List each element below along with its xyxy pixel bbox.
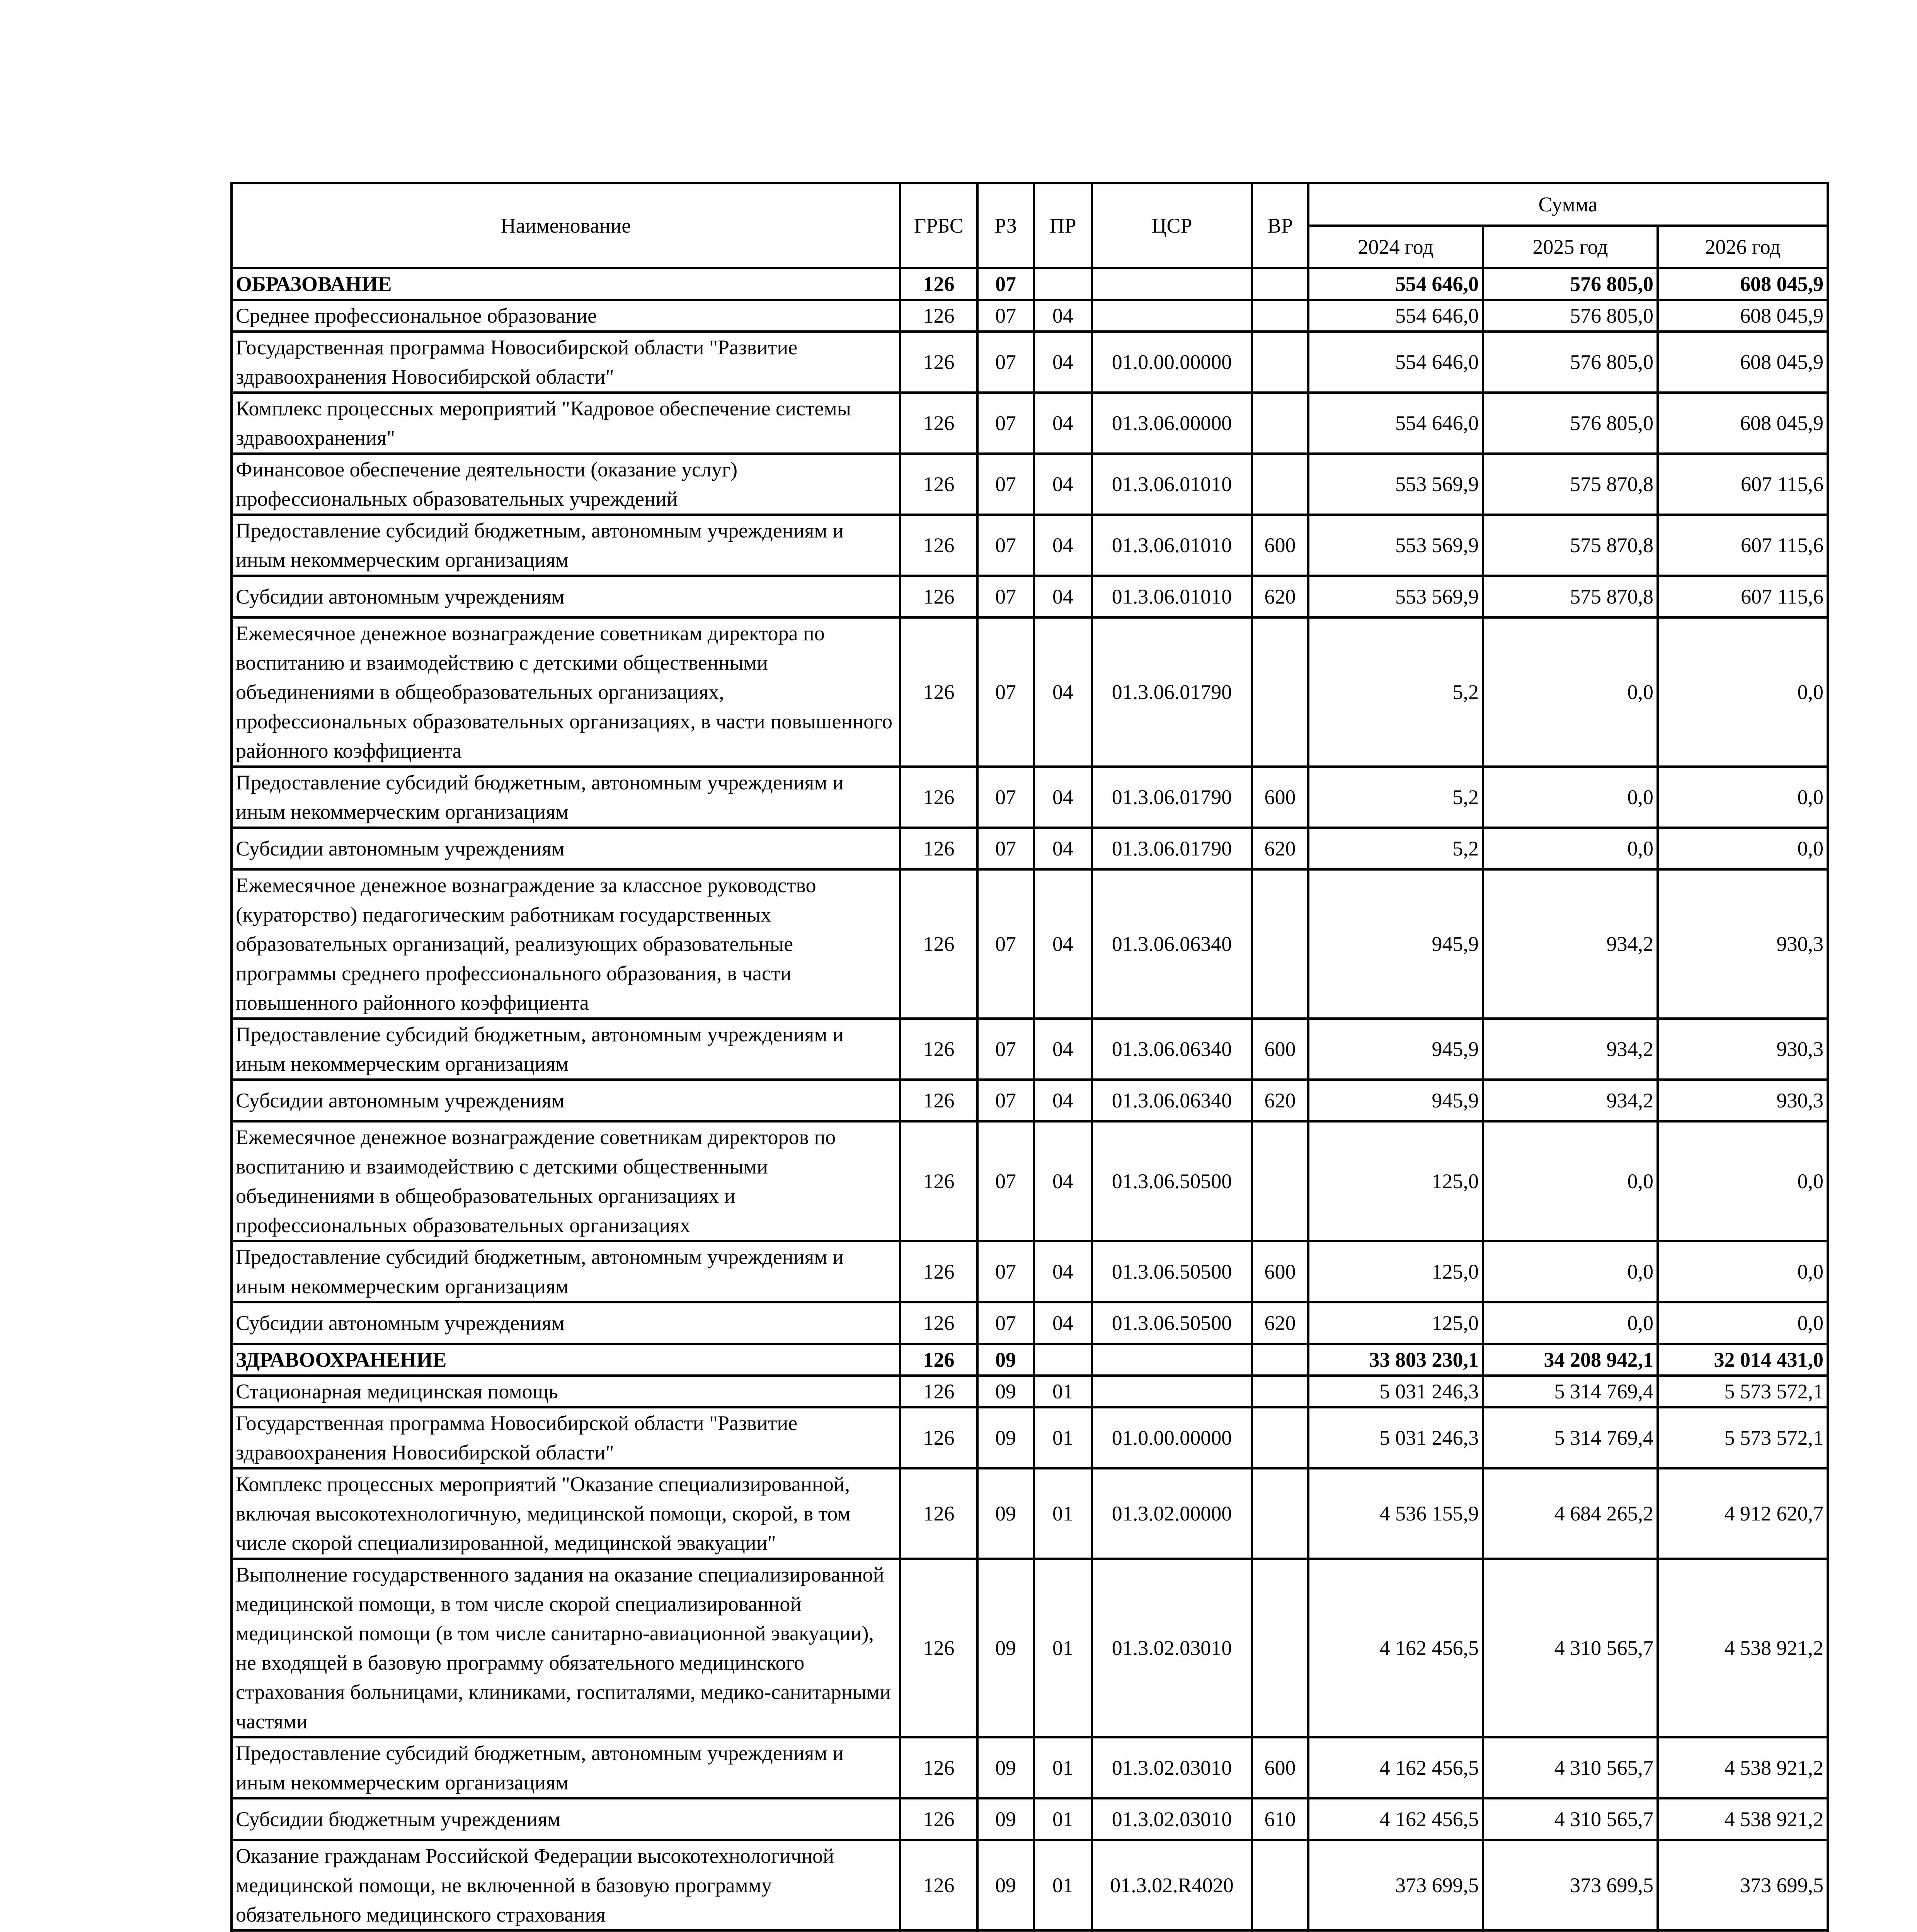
header-pr: ПР bbox=[1034, 183, 1092, 268]
row-amount-2026: 32 014 431,0 bbox=[1658, 1344, 1828, 1376]
row-rz: 07 bbox=[977, 576, 1034, 617]
row-amount-2024: 553 569,9 bbox=[1308, 576, 1483, 617]
row-amount-2024: 945,9 bbox=[1308, 869, 1483, 1019]
row-amount-2024: 33 803 230,1 bbox=[1308, 1344, 1483, 1376]
row-rz: 07 bbox=[977, 1121, 1034, 1241]
row-grbs: 126 bbox=[900, 1798, 977, 1840]
row-amount-2025: 4 684 265,2 bbox=[1483, 1468, 1658, 1559]
row-rz: 07 bbox=[977, 332, 1034, 393]
row-pr: 04 bbox=[1034, 393, 1092, 454]
row-grbs: 126 bbox=[900, 1302, 977, 1344]
row-amount-2026: 930,3 bbox=[1658, 1019, 1828, 1080]
row-vr: 600 bbox=[1252, 767, 1308, 828]
row-csr: 01.3.02.00000 bbox=[1092, 1468, 1252, 1559]
row-amount-2024: 4 162 456,5 bbox=[1308, 1737, 1483, 1798]
table-row bbox=[232, 828, 1828, 869]
row-amount-2024: 373 699,5 bbox=[1308, 1840, 1483, 1930]
row-amount-2026 bbox=[1658, 1930, 1828, 1932]
row-name: Государственная программа Новосибирской области "Развитие здравоохранения Новосибирской области" bbox=[232, 1407, 900, 1468]
row-csr: 01.3.06.00000 bbox=[1092, 393, 1252, 454]
row-amount-2024: 554 646,0 bbox=[1308, 332, 1483, 393]
row-csr: 01.3.06.50500 bbox=[1092, 1302, 1252, 1344]
row-name: Субсидии автономным учреждениям bbox=[232, 828, 900, 869]
row-name: ЗДРАВООХРАНЕНИЕ bbox=[232, 1344, 900, 1376]
table-body bbox=[232, 268, 1828, 1932]
row-amount-2026: 0,0 bbox=[1658, 828, 1828, 869]
row-vr bbox=[1252, 869, 1308, 1019]
row-amount-2026: 0,0 bbox=[1658, 1241, 1828, 1302]
row-grbs: 126 bbox=[900, 1468, 977, 1559]
row-amount-2024: 553 569,9 bbox=[1308, 515, 1483, 576]
row-vr bbox=[1252, 1344, 1308, 1376]
row-csr bbox=[1092, 268, 1252, 300]
table-row bbox=[232, 1559, 1828, 1737]
row-grbs: 126 bbox=[900, 1376, 977, 1407]
table-row bbox=[232, 1468, 1828, 1559]
row-grbs: 126 bbox=[900, 393, 977, 454]
table-row bbox=[232, 1080, 1828, 1121]
table-row bbox=[232, 1798, 1828, 1840]
header-vr: ВР bbox=[1252, 183, 1308, 268]
row-amount-2024: 5,2 bbox=[1308, 617, 1483, 767]
row-grbs: 126 bbox=[900, 1407, 977, 1468]
row-rz: 09 bbox=[977, 1468, 1034, 1559]
row-pr: 04 bbox=[1034, 332, 1092, 393]
row-amount-2026: 930,3 bbox=[1658, 869, 1828, 1019]
row-amount-2025: 4 310 565,7 bbox=[1483, 1798, 1658, 1840]
table-row bbox=[232, 515, 1828, 576]
row-grbs: 126 bbox=[900, 1019, 977, 1080]
row-pr: 04 bbox=[1034, 869, 1092, 1019]
row-csr: 01.3.06.01790 bbox=[1092, 767, 1252, 828]
row-grbs: 126 bbox=[900, 515, 977, 576]
row-amount-2025: 34 208 942,1 bbox=[1483, 1344, 1658, 1376]
row-vr: 600 bbox=[1252, 1737, 1308, 1798]
row-amount-2026: 608 045,9 bbox=[1658, 300, 1828, 332]
row-pr: 04 bbox=[1034, 617, 1092, 767]
row-name bbox=[232, 1930, 900, 1932]
row-grbs: 126 bbox=[900, 1737, 977, 1798]
table-row bbox=[232, 617, 1828, 767]
header-row-top bbox=[232, 183, 1828, 226]
row-amount-2024 bbox=[1308, 1930, 1483, 1932]
row-name: Предоставление субсидий бюджетным, автономным учреждениям и иным некоммерческим организациям bbox=[232, 767, 900, 828]
row-pr: 01 bbox=[1034, 1840, 1092, 1930]
row-csr: 01.3.06.01790 bbox=[1092, 828, 1252, 869]
table-row bbox=[232, 332, 1828, 393]
row-vr bbox=[1252, 1407, 1308, 1468]
row-amount-2025: 0,0 bbox=[1483, 1241, 1658, 1302]
row-grbs: 126 bbox=[900, 1344, 977, 1376]
table-row bbox=[232, 1241, 1828, 1302]
row-rz: 07 bbox=[977, 617, 1034, 767]
row-amount-2025: 575 870,8 bbox=[1483, 576, 1658, 617]
table-row bbox=[232, 1930, 1828, 1932]
table-row bbox=[232, 1407, 1828, 1468]
row-csr: 01.0.00.00000 bbox=[1092, 332, 1252, 393]
row-rz: 07 bbox=[977, 767, 1034, 828]
row-grbs: 126 bbox=[900, 1559, 977, 1737]
row-amount-2024: 553 569,9 bbox=[1308, 454, 1483, 515]
row-amount-2026: 0,0 bbox=[1658, 767, 1828, 828]
row-amount-2024: 5,2 bbox=[1308, 828, 1483, 869]
row-rz: 09 bbox=[977, 1798, 1034, 1840]
row-vr bbox=[1252, 1840, 1308, 1930]
row-amount-2026: 607 115,6 bbox=[1658, 576, 1828, 617]
budget-table bbox=[230, 182, 1829, 1932]
row-name: Субсидии автономным учреждениям bbox=[232, 1080, 900, 1121]
row-amount-2026: 608 045,9 bbox=[1658, 268, 1828, 300]
row-grbs: 126 bbox=[900, 332, 977, 393]
row-grbs: 126 bbox=[900, 767, 977, 828]
header-grbs: ГРБС bbox=[900, 183, 977, 268]
row-csr bbox=[1092, 300, 1252, 332]
row-vr bbox=[1252, 268, 1308, 300]
table-row bbox=[232, 454, 1828, 515]
row-grbs: 126 bbox=[900, 576, 977, 617]
row-amount-2024: 125,0 bbox=[1308, 1302, 1483, 1344]
table-row bbox=[232, 1737, 1828, 1798]
row-rz: 09 bbox=[977, 1737, 1034, 1798]
row-csr: 01.3.06.01010 bbox=[1092, 576, 1252, 617]
row-rz: 07 bbox=[977, 515, 1034, 576]
row-grbs: 126 bbox=[900, 300, 977, 332]
row-rz: 09 bbox=[977, 1840, 1034, 1930]
row-csr: 01.3.06.01010 bbox=[1092, 454, 1252, 515]
row-pr: 04 bbox=[1034, 454, 1092, 515]
row-vr: 620 bbox=[1252, 828, 1308, 869]
row-name: Стационарная медицинская помощь bbox=[232, 1376, 900, 1407]
row-vr bbox=[1252, 300, 1308, 332]
row-pr bbox=[1034, 268, 1092, 300]
row-grbs: 126 bbox=[900, 268, 977, 300]
header-csr: ЦСР bbox=[1092, 183, 1252, 268]
row-amount-2026: 608 045,9 bbox=[1658, 332, 1828, 393]
row-grbs: 126 bbox=[900, 1840, 977, 1930]
row-pr: 01 bbox=[1034, 1737, 1092, 1798]
row-amount-2026: 4 538 921,2 bbox=[1658, 1737, 1828, 1798]
row-amount-2026: 5 573 572,1 bbox=[1658, 1376, 1828, 1407]
row-rz: 09 bbox=[977, 1559, 1034, 1737]
row-rz: 07 bbox=[977, 1302, 1034, 1344]
row-csr: 01.3.02.03010 bbox=[1092, 1737, 1252, 1798]
row-rz bbox=[977, 1930, 1034, 1932]
row-name: Комплекс процессных мероприятий "Оказание специализированной, включая высокотехнологичную, медицинской помощи, скорой, в том числе скорой специализированной, медицинской эвакуации" bbox=[232, 1468, 900, 1559]
row-vr: 620 bbox=[1252, 1080, 1308, 1121]
row-pr: 04 bbox=[1034, 767, 1092, 828]
row-amount-2024: 125,0 bbox=[1308, 1241, 1483, 1302]
row-name: Предоставление субсидий бюджетным, автономным учреждениям и иным некоммерческим организациям bbox=[232, 515, 900, 576]
row-csr: 01.3.02.03010 bbox=[1092, 1559, 1252, 1737]
table-row bbox=[232, 1376, 1828, 1407]
row-amount-2025: 576 805,0 bbox=[1483, 332, 1658, 393]
row-name: Оказание гражданам Российской Федерации высокотехнологичной медицинской помощи, не включенной в базовую программу обязательного медицинского страхования bbox=[232, 1840, 900, 1930]
row-vr bbox=[1252, 332, 1308, 393]
row-amount-2025: 5 314 769,4 bbox=[1483, 1376, 1658, 1407]
row-grbs bbox=[900, 1930, 977, 1932]
row-pr: 01 bbox=[1034, 1559, 1092, 1737]
row-vr: 620 bbox=[1252, 1302, 1308, 1344]
row-vr: 610 bbox=[1252, 1798, 1308, 1840]
row-amount-2024: 4 162 456,5 bbox=[1308, 1559, 1483, 1737]
row-rz: 07 bbox=[977, 454, 1034, 515]
row-amount-2024: 945,9 bbox=[1308, 1080, 1483, 1121]
row-pr bbox=[1034, 1930, 1092, 1932]
row-amount-2024: 5,2 bbox=[1308, 767, 1483, 828]
row-amount-2026: 4 912 620,7 bbox=[1658, 1468, 1828, 1559]
row-amount-2024: 5 031 246,3 bbox=[1308, 1407, 1483, 1468]
row-grbs: 126 bbox=[900, 1121, 977, 1241]
table-row bbox=[232, 1344, 1828, 1376]
row-name: ОБРАЗОВАНИЕ bbox=[232, 268, 900, 300]
row-amount-2025: 4 310 565,7 bbox=[1483, 1737, 1658, 1798]
row-pr bbox=[1034, 1344, 1092, 1376]
row-amount-2024: 5 031 246,3 bbox=[1308, 1376, 1483, 1407]
row-amount-2025: 934,2 bbox=[1483, 1019, 1658, 1080]
row-name: Ежемесячное денежное вознаграждение советникам директора по воспитанию и взаимодействию с детскими общественными объединениями в общеобразовательных организациях, профессиональных образовательных организациях, в части повышенного районного коэффициента bbox=[232, 617, 900, 767]
row-rz: 07 bbox=[977, 1241, 1034, 1302]
row-pr: 04 bbox=[1034, 576, 1092, 617]
row-amount-2024: 125,0 bbox=[1308, 1121, 1483, 1241]
row-amount-2025: 0,0 bbox=[1483, 617, 1658, 767]
row-name: Среднее профессиональное образование bbox=[232, 300, 900, 332]
row-vr bbox=[1252, 1121, 1308, 1241]
row-amount-2025: 934,2 bbox=[1483, 869, 1658, 1019]
row-amount-2024: 554 646,0 bbox=[1308, 393, 1483, 454]
row-vr: 600 bbox=[1252, 1241, 1308, 1302]
row-pr: 04 bbox=[1034, 828, 1092, 869]
row-amount-2025: 5 314 769,4 bbox=[1483, 1407, 1658, 1468]
row-pr: 01 bbox=[1034, 1798, 1092, 1840]
row-name: Предоставление субсидий бюджетным, автономным учреждениям и иным некоммерческим организациям bbox=[232, 1737, 900, 1798]
row-pr: 01 bbox=[1034, 1468, 1092, 1559]
row-csr: 01.3.06.01010 bbox=[1092, 515, 1252, 576]
row-csr: 01.3.06.01790 bbox=[1092, 617, 1252, 767]
row-amount-2025: 0,0 bbox=[1483, 1302, 1658, 1344]
row-amount-2026: 373 699,5 bbox=[1658, 1840, 1828, 1930]
row-name: Предоставление субсидий бюджетным, автономным учреждениям и иным некоммерческим организациям bbox=[232, 1241, 900, 1302]
row-amount-2026: 4 538 921,2 bbox=[1658, 1798, 1828, 1840]
row-grbs: 126 bbox=[900, 828, 977, 869]
row-name: Предоставление субсидий бюджетным, автономным учреждениям и иным некоммерческим организациям bbox=[232, 1019, 900, 1080]
header-sum: Сумма bbox=[1308, 183, 1828, 226]
row-amount-2025: 0,0 bbox=[1483, 1121, 1658, 1241]
row-rz: 07 bbox=[977, 869, 1034, 1019]
row-amount-2025 bbox=[1483, 1930, 1658, 1932]
row-csr bbox=[1092, 1376, 1252, 1407]
row-csr: 01.3.02.03010 bbox=[1092, 1798, 1252, 1840]
row-pr: 01 bbox=[1034, 1376, 1092, 1407]
row-pr: 01 bbox=[1034, 1407, 1092, 1468]
table-row bbox=[232, 393, 1828, 454]
row-rz: 07 bbox=[977, 1080, 1034, 1121]
row-amount-2025: 576 805,0 bbox=[1483, 268, 1658, 300]
row-amount-2025: 576 805,0 bbox=[1483, 300, 1658, 332]
row-pr: 04 bbox=[1034, 300, 1092, 332]
row-amount-2026: 5 573 572,1 bbox=[1658, 1407, 1828, 1468]
row-vr bbox=[1252, 393, 1308, 454]
row-pr: 04 bbox=[1034, 1080, 1092, 1121]
row-name: Государственная программа Новосибирской области "Развитие здравоохранения Новосибирской области" bbox=[232, 332, 900, 393]
row-amount-2026: 607 115,6 bbox=[1658, 454, 1828, 515]
row-name: Ежемесячное денежное вознаграждение за классное руководство (кураторство) педагогическим работникам государственных образовательных организаций, реализующих образовательные программы среднего профессионального образования, в части повышенного районного коэффициента bbox=[232, 869, 900, 1019]
table-row bbox=[232, 869, 1828, 1019]
header-year-2024: 2024 год bbox=[1308, 226, 1483, 268]
row-amount-2026: 0,0 bbox=[1658, 1302, 1828, 1344]
row-amount-2024: 945,9 bbox=[1308, 1019, 1483, 1080]
row-grbs: 126 bbox=[900, 454, 977, 515]
row-amount-2024: 4 162 456,5 bbox=[1308, 1798, 1483, 1840]
row-rz: 07 bbox=[977, 828, 1034, 869]
row-amount-2026: 0,0 bbox=[1658, 1121, 1828, 1241]
row-pr: 04 bbox=[1034, 1019, 1092, 1080]
row-csr: 01.3.06.06340 bbox=[1092, 869, 1252, 1019]
header-year-2025: 2025 год bbox=[1483, 226, 1658, 268]
row-grbs: 126 bbox=[900, 617, 977, 767]
row-name: Выполнение государственного задания на оказание специализированной медицинской помощи, в том числе скорой специализированной медицинской помощи (в том числе санитарно-авиационной эвакуации), не входящей в базовую программу обязательного медицинского страхования больницами, клиниками, госпиталями, медико-санитарными частями bbox=[232, 1559, 900, 1737]
row-name: Субсидии автономным учреждениям bbox=[232, 1302, 900, 1344]
header-year-2026: 2026 год bbox=[1658, 226, 1828, 268]
row-rz: 07 bbox=[977, 393, 1034, 454]
row-amount-2025: 576 805,0 bbox=[1483, 393, 1658, 454]
row-vr: 620 bbox=[1252, 576, 1308, 617]
table-row bbox=[232, 1302, 1828, 1344]
table-row bbox=[232, 576, 1828, 617]
row-csr: 01.3.06.50500 bbox=[1092, 1241, 1252, 1302]
row-vr bbox=[1252, 617, 1308, 767]
row-amount-2024: 4 536 155,9 bbox=[1308, 1468, 1483, 1559]
row-amount-2026: 0,0 bbox=[1658, 617, 1828, 767]
row-vr bbox=[1252, 1376, 1308, 1407]
row-name: Финансовое обеспечение деятельности (оказание услуг) профессиональных образовательных учреждений bbox=[232, 454, 900, 515]
row-rz: 07 bbox=[977, 300, 1034, 332]
row-amount-2026: 930,3 bbox=[1658, 1080, 1828, 1121]
row-pr: 04 bbox=[1034, 1241, 1092, 1302]
row-vr bbox=[1252, 454, 1308, 515]
row-csr: 01.0.00.00000 bbox=[1092, 1407, 1252, 1468]
row-csr bbox=[1092, 1930, 1252, 1932]
row-csr: 01.3.02.R4020 bbox=[1092, 1840, 1252, 1930]
table-row bbox=[232, 1840, 1828, 1930]
row-name: Субсидии бюджетным учреждениям bbox=[232, 1798, 900, 1840]
row-grbs: 126 bbox=[900, 869, 977, 1019]
row-amount-2026: 608 045,9 bbox=[1658, 393, 1828, 454]
row-amount-2025: 373 699,5 bbox=[1483, 1840, 1658, 1930]
row-csr: 01.3.06.50500 bbox=[1092, 1121, 1252, 1241]
row-csr: 01.3.06.06340 bbox=[1092, 1080, 1252, 1121]
row-grbs: 126 bbox=[900, 1080, 977, 1121]
table-row bbox=[232, 300, 1828, 332]
row-amount-2024: 554 646,0 bbox=[1308, 300, 1483, 332]
row-amount-2025: 575 870,8 bbox=[1483, 454, 1658, 515]
row-amount-2025: 934,2 bbox=[1483, 1080, 1658, 1121]
row-amount-2025: 0,0 bbox=[1483, 828, 1658, 869]
row-amount-2025: 575 870,8 bbox=[1483, 515, 1658, 576]
row-pr: 04 bbox=[1034, 1121, 1092, 1241]
row-vr: 600 bbox=[1252, 1019, 1308, 1080]
header-name: Наименование bbox=[232, 183, 900, 268]
row-vr bbox=[1252, 1930, 1308, 1932]
row-amount-2026: 607 115,6 bbox=[1658, 515, 1828, 576]
row-rz: 07 bbox=[977, 1019, 1034, 1080]
row-csr: 01.3.06.06340 bbox=[1092, 1019, 1252, 1080]
row-rz: 09 bbox=[977, 1407, 1034, 1468]
row-amount-2025: 0,0 bbox=[1483, 767, 1658, 828]
table-row bbox=[232, 767, 1828, 828]
row-rz: 07 bbox=[977, 268, 1034, 300]
table-row bbox=[232, 268, 1828, 300]
row-csr bbox=[1092, 1344, 1252, 1376]
row-name: Комплекс процессных мероприятий "Кадровое обеспечение системы здравоохранения" bbox=[232, 393, 900, 454]
row-amount-2024: 554 646,0 bbox=[1308, 268, 1483, 300]
header-rz: РЗ bbox=[977, 183, 1034, 268]
row-rz: 09 bbox=[977, 1344, 1034, 1376]
row-pr: 04 bbox=[1034, 1302, 1092, 1344]
row-name: Ежемесячное денежное вознаграждение советникам директоров по воспитанию и взаимодействию с детскими общественными объединениями в общеобразовательных организациях и профессиональных образовательных организациях bbox=[232, 1121, 900, 1241]
row-vr bbox=[1252, 1468, 1308, 1559]
row-amount-2026: 4 538 921,2 bbox=[1658, 1559, 1828, 1737]
row-pr: 04 bbox=[1034, 515, 1092, 576]
row-name: Субсидии автономным учреждениям bbox=[232, 576, 900, 617]
row-grbs: 126 bbox=[900, 1241, 977, 1302]
table-row bbox=[232, 1019, 1828, 1080]
table-row bbox=[232, 1121, 1828, 1241]
row-vr: 600 bbox=[1252, 515, 1308, 576]
row-amount-2025: 4 310 565,7 bbox=[1483, 1559, 1658, 1737]
row-vr bbox=[1252, 1559, 1308, 1737]
row-rz: 09 bbox=[977, 1376, 1034, 1407]
